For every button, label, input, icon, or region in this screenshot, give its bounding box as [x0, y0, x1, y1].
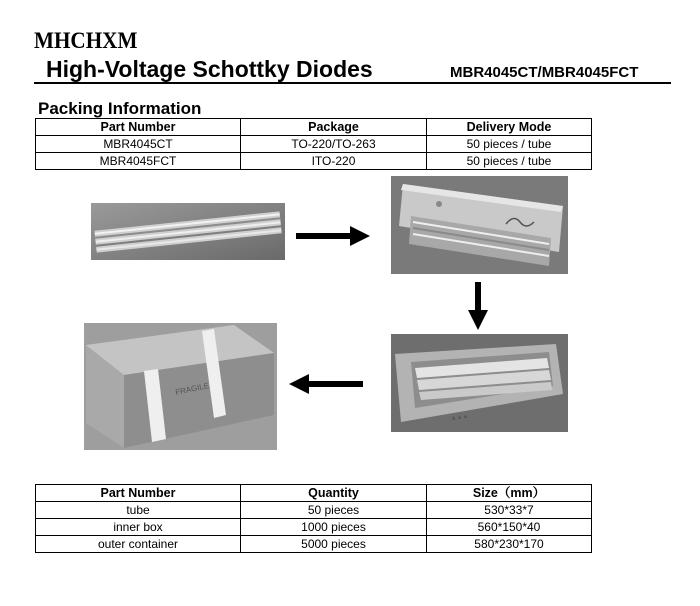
quantity-header-row	[36, 485, 592, 502]
cell-package: TO-220/TO-263	[241, 136, 427, 153]
arrow-left-icon	[289, 374, 363, 394]
arrow-down-icon	[468, 282, 488, 330]
section-title: Packing Information	[38, 99, 202, 118]
title-rule	[34, 82, 671, 84]
quantity-table	[35, 484, 592, 553]
svg-text:▲▲▲: ▲▲▲	[450, 413, 469, 422]
cell-quantity: 5000 pieces	[241, 536, 427, 553]
cell-size: 560*150*40	[427, 519, 592, 536]
cell-quantity: 50 pieces	[241, 502, 427, 519]
cell-part-number: MBR4045CT	[36, 136, 241, 153]
cell-part: outer container	[36, 536, 241, 553]
arrow-right-icon	[296, 226, 370, 246]
model-numbers: MBR4045CT/MBR4045FCT	[450, 64, 639, 81]
packing-header-row	[36, 119, 592, 136]
cell-part: tube	[36, 502, 241, 519]
cell-part: inner box	[36, 519, 241, 536]
cell-package: ITO-220	[241, 153, 427, 170]
header-size: Size（mm）	[427, 485, 592, 502]
brand-logo: MHCHXM	[34, 28, 138, 53]
cell-delivery-mode: 50 pieces / tube	[427, 153, 592, 170]
outer-container-photo	[391, 334, 568, 432]
cell-size: 530*33*7	[427, 502, 592, 519]
header-quantity: Quantity	[241, 485, 427, 502]
header-delivery-mode: Delivery Mode	[427, 119, 592, 136]
cell-size: 580*230*170	[427, 536, 592, 553]
table-row	[36, 136, 592, 153]
packing-table	[35, 118, 592, 170]
cell-part-number: MBR4045FCT	[36, 153, 241, 170]
sealed-carton-photo	[84, 323, 277, 450]
table-row	[36, 153, 592, 170]
carton-label: FRAGILE	[174, 381, 210, 397]
table-row	[36, 519, 592, 536]
tube-photo	[91, 203, 285, 260]
page-title: High-Voltage Schottky Diodes	[46, 56, 373, 82]
header-part-number: Part Number	[36, 485, 241, 502]
inner-box-photo	[391, 176, 568, 274]
cell-delivery-mode: 50 pieces / tube	[427, 136, 592, 153]
cell-quantity: 1000 pieces	[241, 519, 427, 536]
table-row	[36, 536, 592, 553]
table-row	[36, 502, 592, 519]
header-package: Package	[241, 119, 427, 136]
header-part-number: Part Number	[36, 119, 241, 136]
